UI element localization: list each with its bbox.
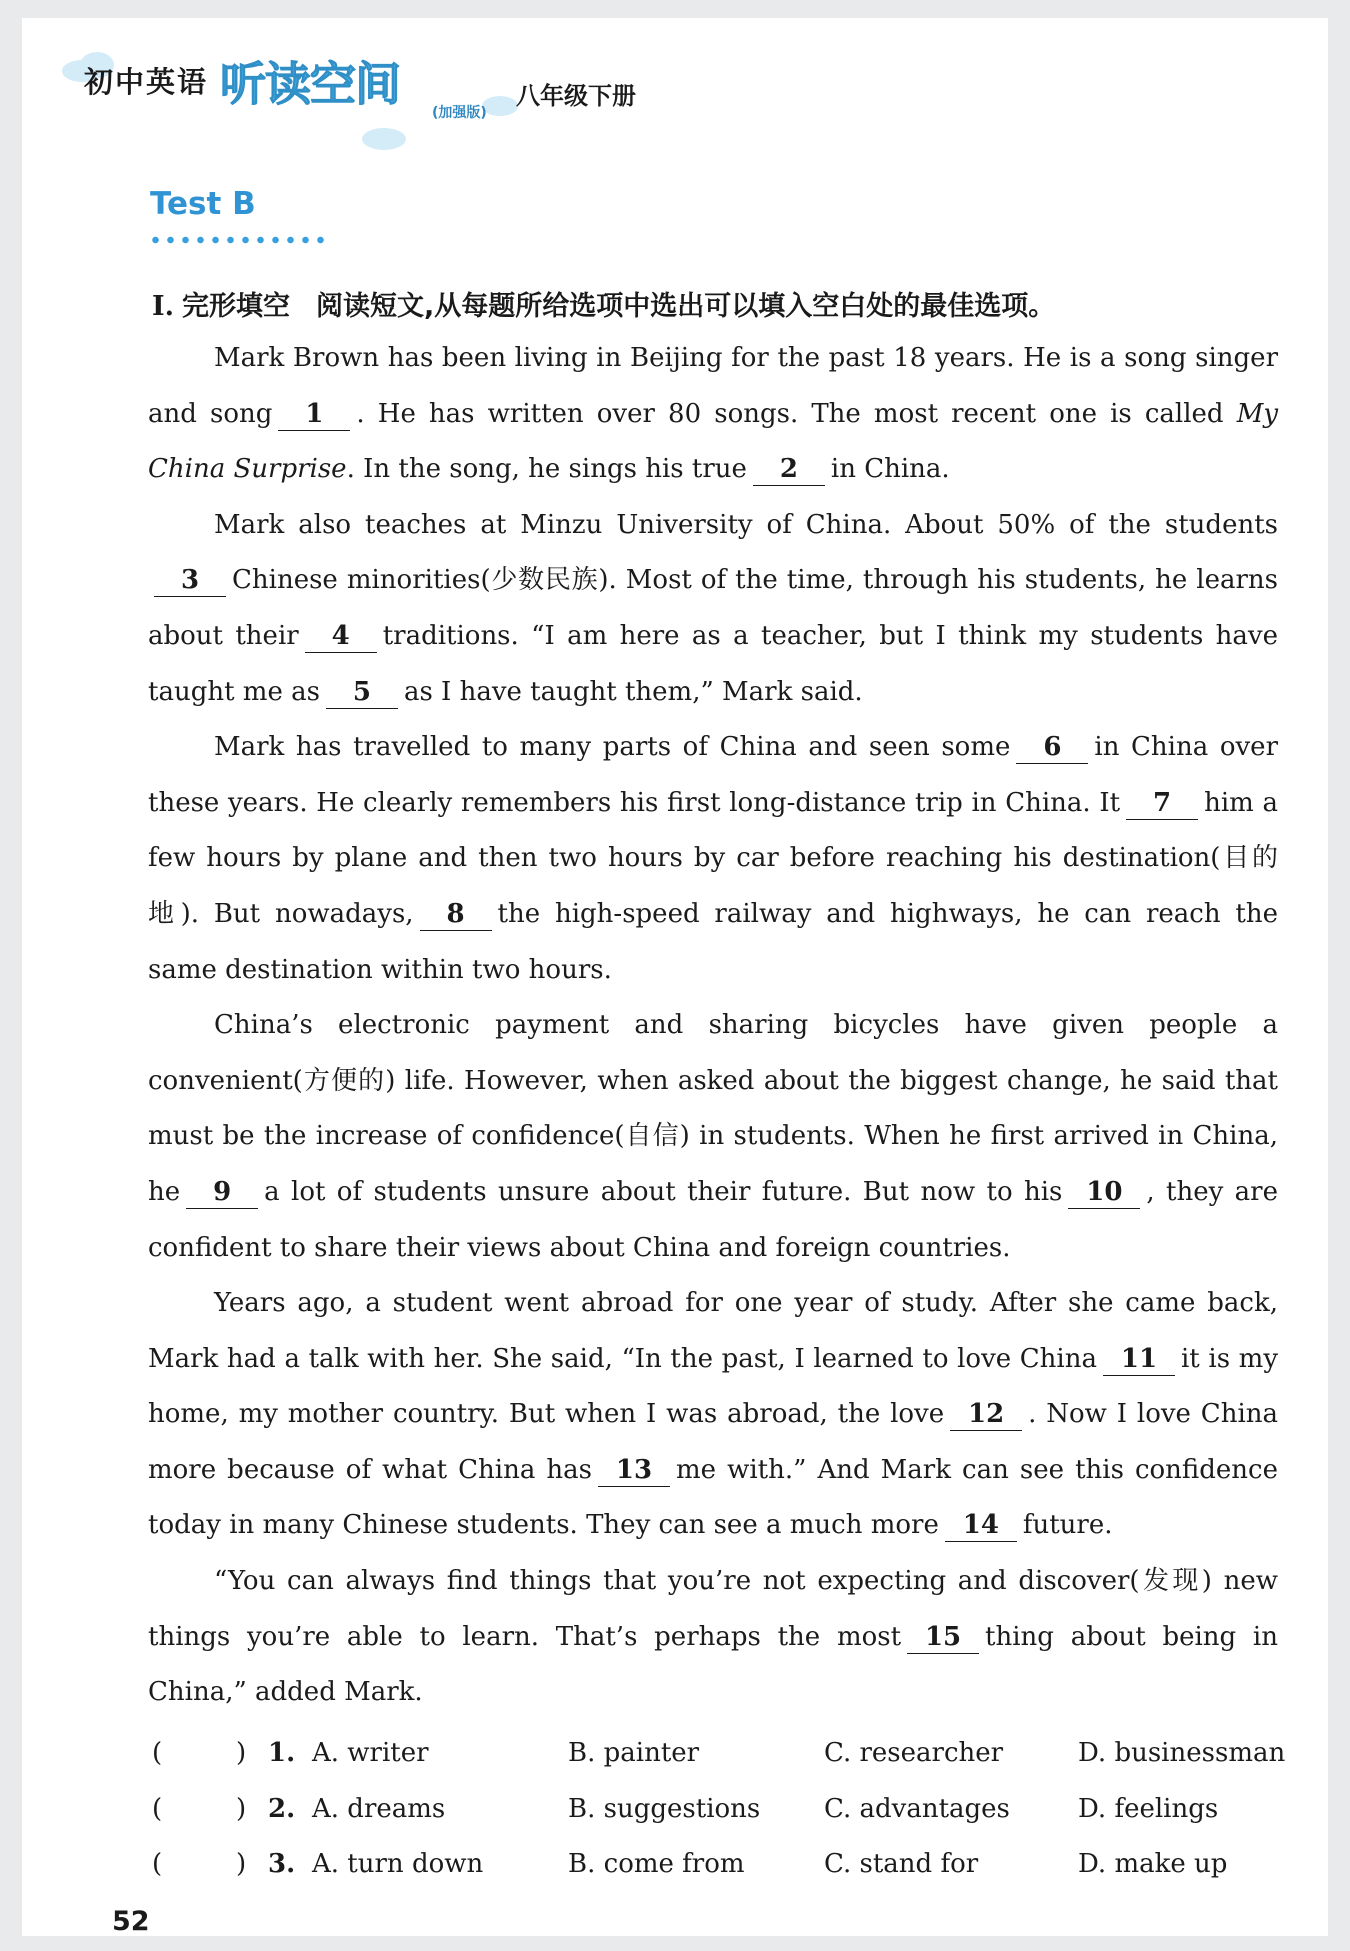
blank-10[interactable]: 10 <box>1068 1176 1140 1209</box>
blank-4[interactable]: 4 <box>305 620 377 653</box>
answer-paren-open[interactable]: ( <box>152 1849 163 1880</box>
option-c[interactable]: C. stand for <box>824 1849 979 1880</box>
blank-2[interactable]: 2 <box>753 453 825 486</box>
test-title: Test B <box>150 186 256 222</box>
passage-text: . Now I love China more because of what China has <box>148 1399 1279 1485</box>
option-a[interactable]: A. dreams <box>312 1793 446 1824</box>
passage-text: Mark Brown has been living in Beijing for the past 18 years. He is a song singer and song <box>148 343 1278 429</box>
passage-text: him a few hours by plane and then two hours by car before reaching his destination(目的地). But nowadays, <box>148 787 1278 929</box>
blank-14[interactable]: 14 <box>945 1509 1017 1542</box>
passage-text: in China over these years. He clearly remembers his first long-distance trip in China. It <box>148 732 1278 818</box>
answer-paren-open[interactable]: ( <box>152 1738 163 1768</box>
paragraph <box>148 1554 1278 1721</box>
section-heading <box>152 284 1055 323</box>
blank-5[interactable]: 5 <box>326 676 398 709</box>
edition-label: (加强版) <box>432 105 487 121</box>
answer-paren-close[interactable]: ) <box>236 1793 247 1824</box>
cloze-passage <box>148 331 1278 1721</box>
section-instruction: 阅读短文,从每题所给选项中选出可以填入空白处的最佳选项。 <box>316 291 1056 322</box>
passage-text: Chinese minorities(少数民族). Most of the time, through his students, he learns about their <box>148 565 1278 651</box>
passage-text: thing about being in China,” added Mark. <box>148 1621 1278 1708</box>
question-number: 3. <box>268 1849 296 1880</box>
answer-paren-close[interactable]: ) <box>236 1849 247 1880</box>
page-number: 52 <box>112 1906 150 1937</box>
passage-text: traditions. “I am here as a teacher, but I think my students have taught me as <box>148 620 1278 707</box>
passage-text: it is my home, my mother country. But when I was abroad, the love <box>148 1343 1279 1430</box>
option-b[interactable]: B. suggestions <box>568 1793 761 1824</box>
paragraph <box>148 720 1278 998</box>
workbook-page <box>22 18 1328 1936</box>
question-number: 1. <box>268 1738 296 1768</box>
passage-text: . In the song, he sings his true <box>346 454 747 485</box>
song-title: My China Surprise <box>148 398 1279 485</box>
passage-text: in China. <box>830 454 950 485</box>
series-title: 初中英语 <box>84 65 209 99</box>
passage-text: a lot of students unsure about their future. But now to his <box>264 1176 1063 1207</box>
option-b[interactable]: B. come from <box>568 1849 745 1880</box>
passage-text: future. <box>1022 1510 1113 1541</box>
blank-11[interactable]: 11 <box>1103 1343 1175 1376</box>
option-d[interactable]: D. feelings <box>1078 1793 1219 1824</box>
paragraph <box>148 998 1278 1276</box>
paragraph <box>148 1276 1278 1554</box>
blank-15[interactable]: 15 <box>907 1621 979 1654</box>
passage-text: , they are confident to share their views about China and foreign countries. <box>148 1176 1278 1263</box>
option-a[interactable]: A. turn down <box>312 1849 484 1880</box>
option-d[interactable]: D. businessman <box>1078 1738 1286 1768</box>
blank-12[interactable]: 12 <box>950 1398 1022 1431</box>
passage-text: Mark has travelled to many parts of China and seen some <box>214 732 1011 763</box>
grade-label: 八年级下册 <box>516 82 636 110</box>
option-b[interactable]: B. painter <box>568 1738 700 1768</box>
blank-7[interactable]: 7 <box>1126 787 1198 820</box>
cloud-decoration <box>362 128 406 150</box>
dotted-underline <box>148 236 330 244</box>
brand-logo-text: 听读空间 <box>220 57 400 111</box>
passage-text: “You can always find things that you’re not expecting and discover(发现) new things you’re able to learn. That’s perhaps the most <box>148 1566 1278 1652</box>
section-name: 完形填空 <box>182 291 291 322</box>
answer-paren-close[interactable]: ) <box>236 1738 247 1768</box>
question-row <box>148 1837 1288 1893</box>
blank-6[interactable]: 6 <box>1016 731 1088 764</box>
passage-text: as I have taught them,” Mark said. <box>403 676 863 707</box>
blank-13[interactable]: 13 <box>598 1454 670 1487</box>
question-row <box>148 1726 1288 1782</box>
option-d[interactable]: D. make up <box>1078 1849 1228 1880</box>
passage-text: Years ago, a student went abroad for one year of study. After she came back, Mark had a talk with her. She said, “In the past, I learned to love China <box>148 1288 1278 1374</box>
question-row <box>148 1782 1288 1838</box>
passage-text: the high-speed railway and highways, he can reach the same destination within two hours. <box>148 898 1278 985</box>
option-a[interactable]: A. writer <box>312 1738 429 1768</box>
passage-text: me with.” And Mark can see this confidence today in many Chinese students. They can see a much more <box>148 1454 1278 1541</box>
passage-text: China’s electronic payment and sharing bicycles have given people a convenient(方便的) life. However, when asked about the biggest change, he said that must be the increase of confidence(自信) in students. When he first arrived in China, he <box>148 1010 1278 1207</box>
question-number: 2. <box>268 1793 296 1824</box>
paragraph <box>148 331 1278 498</box>
passage-text: . He has written over 80 songs. The most recent one is called <box>356 398 1224 429</box>
option-c[interactable]: C. advantages <box>824 1793 1010 1824</box>
passage-text: Mark also teaches at Minzu University of China. About 50% of the students <box>214 509 1278 540</box>
section-number: Ⅰ. <box>152 291 175 322</box>
answer-paren-open[interactable]: ( <box>152 1793 163 1824</box>
blank-9[interactable]: 9 <box>186 1176 258 1209</box>
answer-options <box>148 1726 1288 1893</box>
blank-1[interactable]: 1 <box>278 398 350 431</box>
paragraph <box>148 498 1278 720</box>
option-c[interactable]: C. researcher <box>824 1738 1004 1768</box>
blank-3[interactable]: 3 <box>154 564 226 597</box>
blank-8[interactable]: 8 <box>420 898 492 931</box>
cloud-decoration <box>482 96 518 116</box>
